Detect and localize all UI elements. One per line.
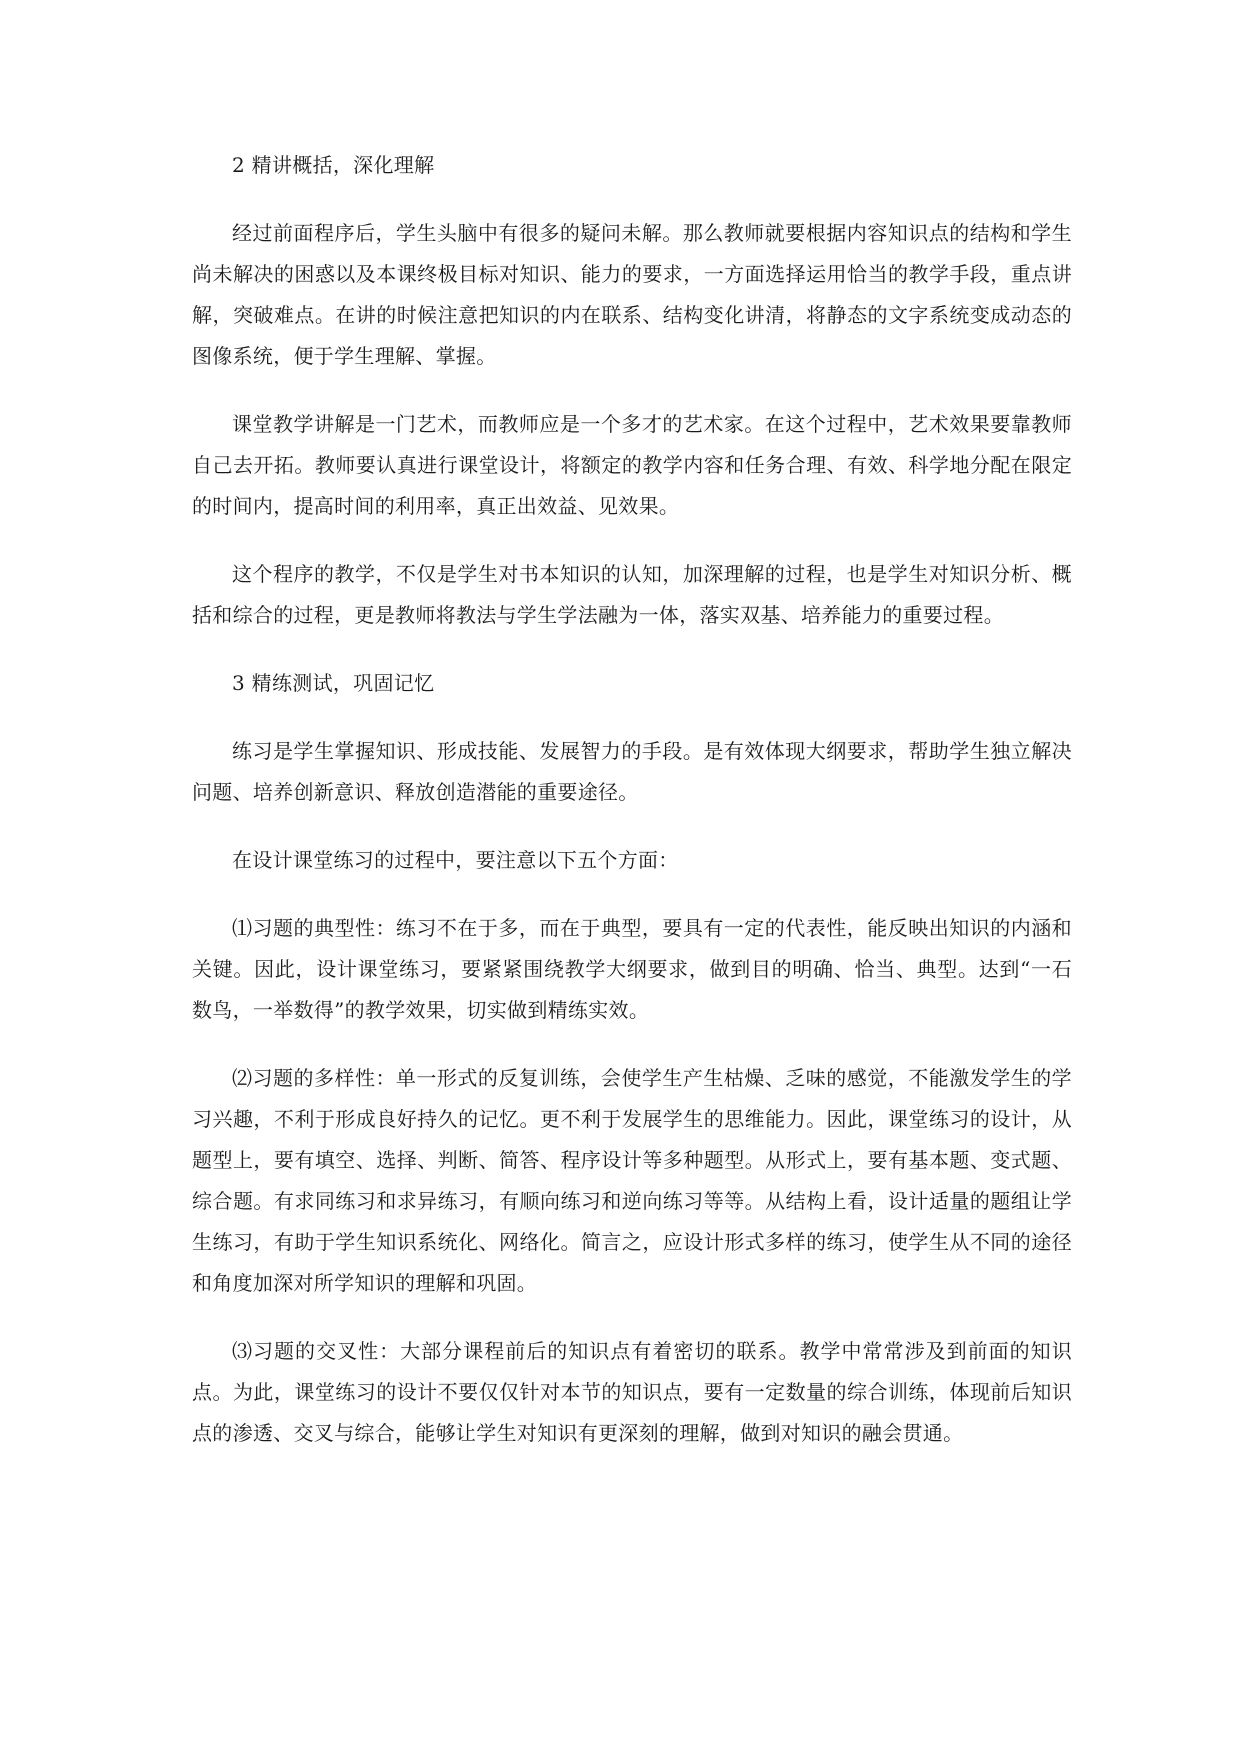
paragraph: 课堂教学讲解是一门艺术，而教师应是一个多才的艺术家。在这个过程中，艺术效果要靠教师自己去开拓。教师要认真进行课堂设计，将额定的教学内容和任务合理、有效、科学地分配在限定的时间内，提高时间的利用率，真正出效益、见效果。 xyxy=(192,412,1072,518)
paragraph: 练习是学生掌握知识、形成技能、发展智力的手段。是有效体现大纲要求，帮助学生独立解决问题、培养创新意识、释放创造潜能的重要途径。 xyxy=(192,739,1072,804)
list-item-paragraph: ⑴习题的典型性：练习不在于多，而在于典型，要具有一定的代表性，能反映出知识的内涵和关键。因此，设计课堂练习，要紧紧围绕教学大纲要求，做到目的明确、恰当、典型。达到“一石数鸟，一举数得”的教学效果，切实做到精练实效。 xyxy=(192,916,1072,1022)
document-body xyxy=(192,145,1072,1481)
paragraph: 在设计课堂练习的过程中，要注意以下五个方面： xyxy=(232,848,679,872)
list-item-paragraph: ⑵习题的多样性：单一形式的反复训练，会使学生产生枯燥、乏味的感觉，不能激发学生的学习兴趣，不利于形成良好持久的记忆。更不利于发展学生的思维能力。因此，课堂练习的设计，从题型上，要有填空、选择、判断、简答、程序设计等多种题型。从形式上，要有基本题、变式题、综合题。有求同练习和求异练习，有顺向练习和逆向练习等等。从结构上看，设计适量的题组让学生练习，有助于学生知识系统化、网络化。简言之，应设计形式多样的练习，使学生从不同的途径和角度加深对所学知识的理解和巩固。 xyxy=(192,1066,1072,1295)
paragraph: 这个程序的教学，不仅是学生对书本知识的认知，加深理解的过程，也是学生对知识分析、概括和综合的过程，更是教师将教法与学生学法融为一体，落实双基、培养能力的重要过程。 xyxy=(192,562,1072,627)
list-item-paragraph: ⑶习题的交叉性：大部分课程前后的知识点有着密切的联系。教学中常常涉及到前面的知识点。为此，课堂练习的设计不要仅仅针对本节的知识点，要有一定数量的综合训练，体现前后知识点的渗透、交叉与综合，能够让学生对知识有更深刻的理解，做到对知识的融会贯通。 xyxy=(192,1339,1072,1445)
section-heading-3: 3 精练测试，巩固记忆 xyxy=(232,671,435,695)
paragraph: 经过前面程序后，学生头脑中有很多的疑问未解。那么教师就要根据内容知识点的结构和学生尚未解决的困惑以及本课终极目标对知识、能力的要求，一方面选择运用恰当的教学手段，重点讲解，突破难点。在讲的时候注意把知识的内在联系、结构变化讲清，将静态的文字系统变成动态的图像系统，便于学生理解、掌握。 xyxy=(192,221,1072,368)
section-heading-2: 2 精讲概括，深化理解 xyxy=(232,153,435,177)
